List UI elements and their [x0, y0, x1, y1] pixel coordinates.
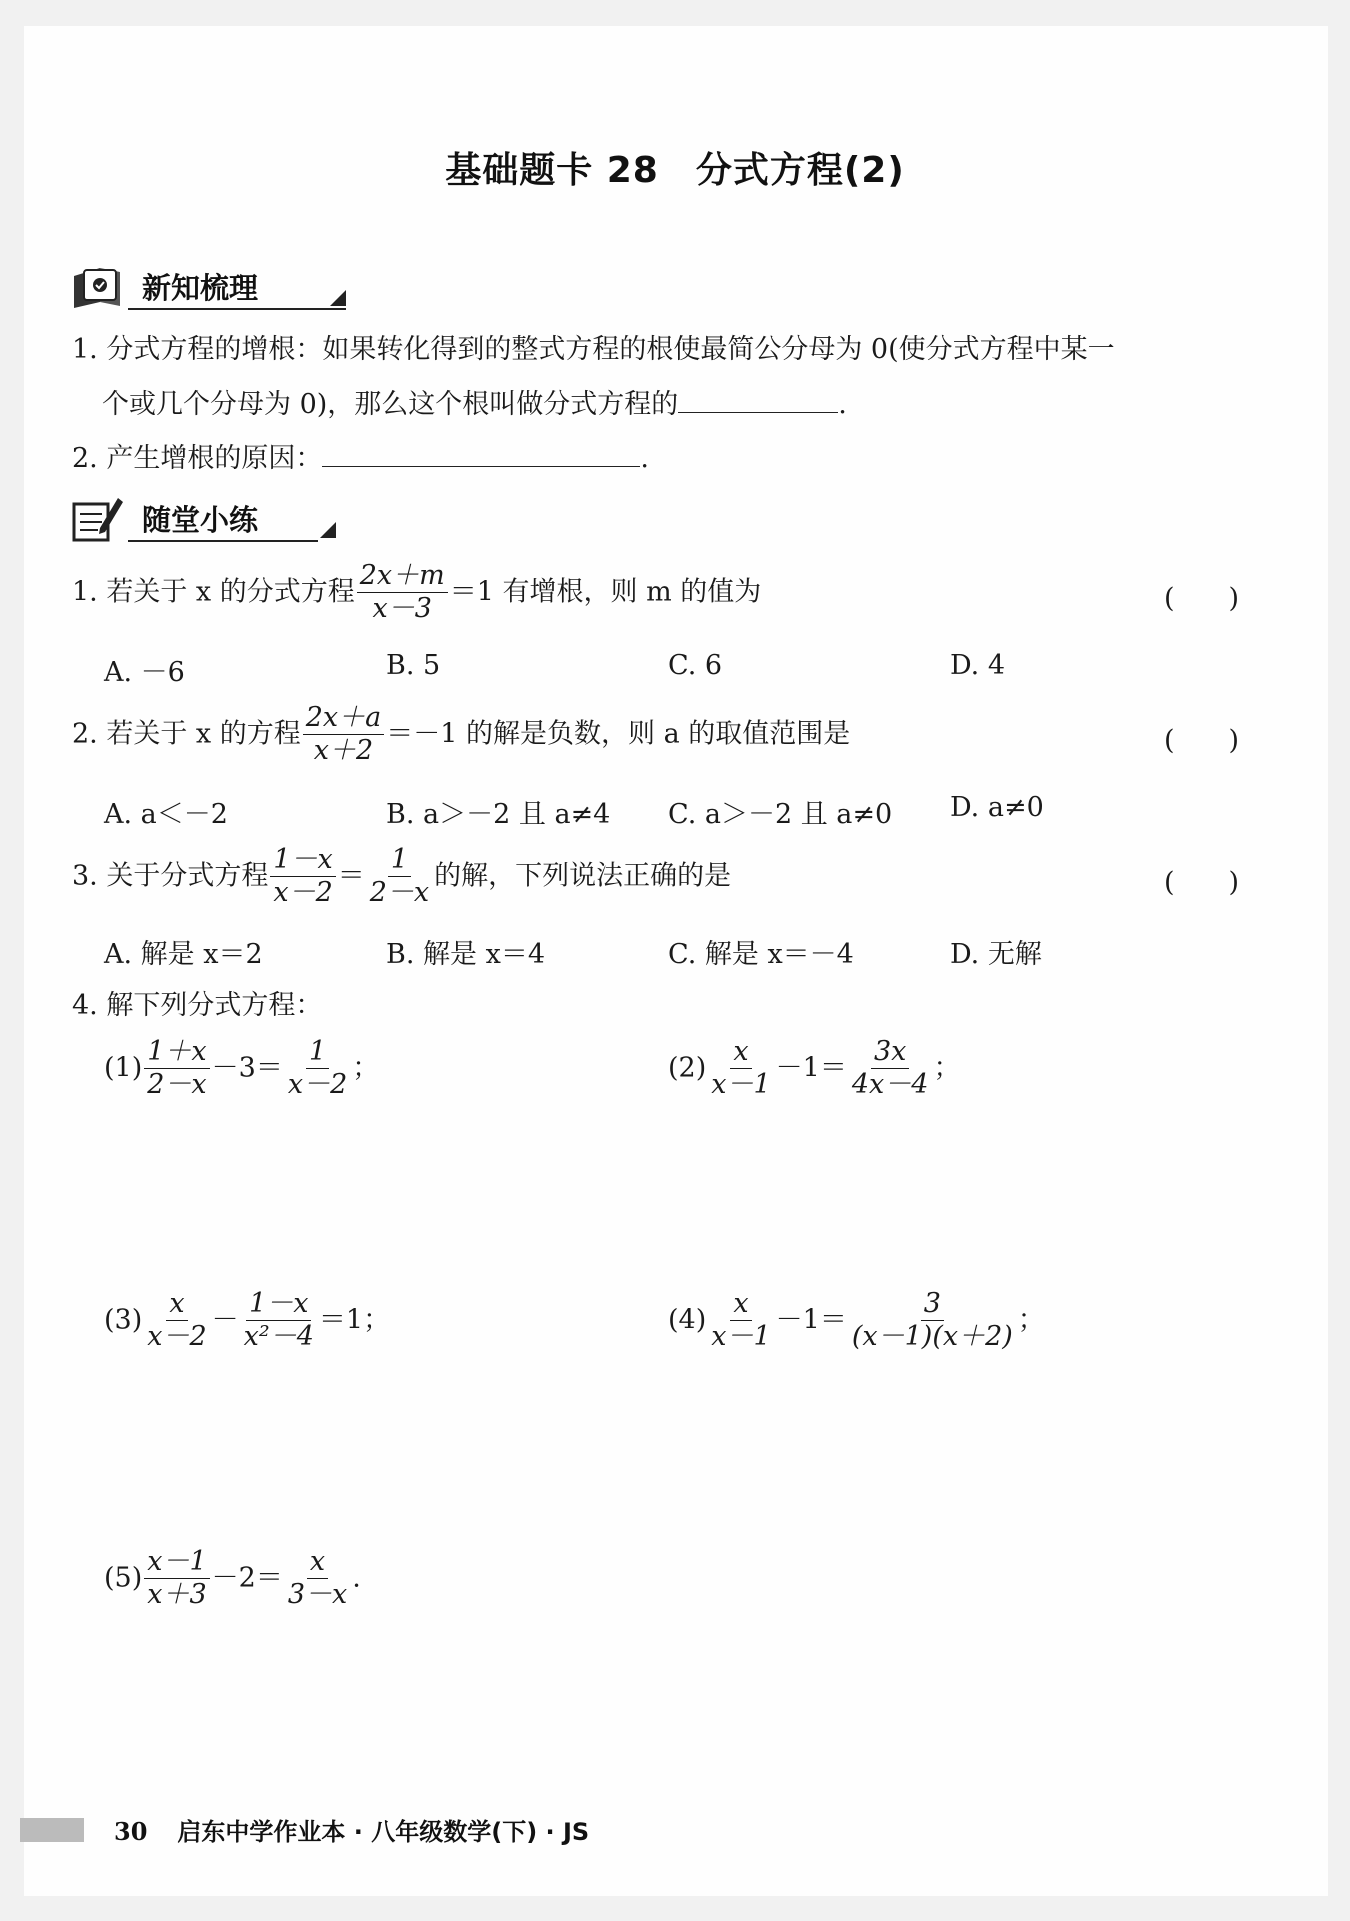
fraction-denominator: x－2 — [147, 1321, 207, 1353]
footer-gray-bar — [20, 1818, 84, 1842]
page-number: 30 — [114, 1817, 148, 1846]
equation-label: (1) — [104, 1052, 143, 1084]
fraction — [849, 1038, 932, 1100]
fraction-numerator: 2x＋a — [303, 704, 385, 735]
option-b[interactable]: B. 5 — [386, 650, 441, 681]
period: . — [640, 443, 649, 474]
equation-end: ； — [1017, 1304, 1045, 1336]
fraction-numerator: 1 — [388, 846, 411, 877]
equals-sign: ＝ — [337, 860, 365, 892]
fraction-denominator: x－1 — [711, 1321, 771, 1353]
equation-1 — [104, 1038, 379, 1100]
fraction-denominator: x－1 — [711, 1069, 771, 1101]
fraction-denominator: x＋2 — [313, 735, 374, 767]
equation-middle: －3＝ — [211, 1052, 283, 1084]
equation-middle: － — [211, 1304, 239, 1336]
fraction — [270, 846, 335, 908]
equation-end: ＝1； — [318, 1304, 391, 1336]
fraction — [303, 704, 385, 766]
fraction — [708, 1038, 773, 1100]
knowledge-item-2-text: 2. 产生增根的原因： — [72, 443, 323, 474]
heading-corner-triangle — [320, 522, 336, 538]
equation-middle: －2＝ — [211, 1562, 283, 1594]
fraction — [241, 1290, 317, 1352]
fraction — [285, 1548, 350, 1610]
fraction-denominator: x－3 — [372, 593, 432, 625]
fraction-numerator: 3 — [921, 1290, 944, 1321]
equation-5 — [104, 1548, 361, 1610]
book-check-icon — [70, 262, 124, 310]
heading-corner-triangle — [330, 290, 346, 306]
notebook-pen-icon — [70, 494, 124, 542]
equation-3 — [104, 1290, 390, 1352]
fraction — [144, 1038, 209, 1100]
fraction-numerator: x－1 — [144, 1548, 209, 1579]
answer-blank-2[interactable] — [322, 436, 640, 467]
fraction-denominator: x－2 — [273, 877, 333, 909]
knowledge-item-1-line1: 1. 分式方程的增根：如果转化得到的整式方程的根使最简公分母为 0(使分式方程中某一 — [72, 334, 1115, 365]
option-c[interactable]: C. 解是 x＝－4 — [668, 939, 854, 970]
option-b[interactable]: B. 解是 x＝4 — [386, 939, 545, 970]
fraction-denominator: x－2 — [287, 1069, 348, 1101]
fraction-denominator: 2－x — [369, 877, 430, 909]
option-d[interactable]: D. 无解 — [950, 939, 1042, 970]
option-d[interactable]: D. 4 — [950, 650, 1006, 681]
option-d[interactable]: D. a≠0 — [950, 792, 1044, 823]
answer-parentheses[interactable]: ( ) — [1164, 867, 1240, 898]
fraction — [144, 1290, 209, 1352]
question-2-prefix: 2. 若关于 x 的方程 — [72, 718, 301, 750]
equation-label: (4) — [668, 1304, 707, 1336]
answer-parentheses[interactable]: ( ) — [1164, 583, 1240, 614]
fraction-numerator: x — [307, 1548, 328, 1579]
fraction-denominator: x²－4 — [243, 1321, 314, 1353]
question-3 — [72, 846, 731, 908]
answer-parentheses[interactable]: ( ) — [1164, 725, 1240, 756]
option-a[interactable]: A. 解是 x＝2 — [104, 939, 263, 970]
question-1 — [72, 562, 761, 624]
fraction-denominator: 3－x — [287, 1579, 348, 1611]
option-b[interactable]: B. a＞－2 且 a≠4 — [386, 799, 611, 830]
question-3-prefix: 3. 关于分式方程 — [72, 860, 269, 892]
question-1-prefix: 1. 若关于 x 的分式方程 — [72, 576, 355, 608]
heading-underline — [128, 308, 346, 310]
fraction-numerator: 1 — [306, 1038, 329, 1069]
equation-label: (3) — [104, 1304, 143, 1336]
answer-blank-1[interactable] — [678, 382, 838, 413]
section-heading-label: 新知梳理 — [142, 271, 259, 305]
question-1-suffix: ＝1 有增根，则 m 的值为 — [449, 576, 762, 608]
equation-middle: －1＝ — [775, 1052, 847, 1084]
fraction-numerator: 1＋x — [144, 1038, 209, 1069]
fraction-denominator: 4x－4 — [851, 1069, 929, 1101]
fraction-numerator: x — [730, 1038, 751, 1069]
question-2 — [72, 704, 850, 766]
book-title: 启东中学作业本 · 八年级数学(下) · JS — [177, 1818, 590, 1846]
fraction — [708, 1290, 773, 1352]
equation-label: (2) — [668, 1052, 707, 1084]
period: . — [838, 389, 847, 420]
question-3-suffix: 的解，下列说法正确的是 — [434, 860, 732, 892]
question-2-suffix: ＝－1 的解是负数，则 a 的取值范围是 — [386, 718, 851, 750]
fraction — [849, 1290, 1016, 1352]
fraction-numerator: 3x — [871, 1038, 909, 1069]
equation-4 — [668, 1290, 1045, 1352]
page-footer — [114, 1812, 589, 1847]
equation-end: ； — [352, 1052, 380, 1084]
knowledge-item-1-line2 — [102, 382, 847, 425]
option-a[interactable]: A. a＜－2 — [104, 799, 228, 830]
question-4: 4. 解下列分式方程： — [72, 990, 323, 1021]
equation-2 — [668, 1038, 960, 1100]
fraction-numerator: 1－x — [270, 846, 335, 877]
fraction-numerator: 2x＋m — [357, 562, 448, 593]
page-title: 基础题卡 28 分式方程(2) — [445, 150, 905, 191]
fraction-denominator: (x－1)(x＋2) — [851, 1321, 1013, 1353]
equation-end: . — [352, 1562, 361, 1594]
fraction-numerator: 1－x — [246, 1290, 311, 1321]
option-c[interactable]: C. a＞－2 且 a≠0 — [668, 799, 893, 830]
fraction-numerator: x — [166, 1290, 187, 1321]
equation-middle: －1＝ — [775, 1304, 847, 1336]
option-c[interactable]: C. 6 — [668, 650, 723, 681]
section-heading-label: 随堂小练 — [142, 503, 259, 537]
knowledge-item-1-text: 个或几个分母为 0)，那么这个根叫做分式方程的 — [102, 389, 679, 420]
fraction — [367, 846, 432, 908]
option-a[interactable]: A. －6 — [104, 657, 185, 688]
heading-underline — [128, 540, 318, 542]
fraction — [285, 1038, 350, 1100]
equation-label: (5) — [104, 1562, 143, 1594]
fraction — [144, 1548, 209, 1610]
fraction-numerator: x — [730, 1290, 751, 1321]
equation-end: ； — [933, 1052, 961, 1084]
fraction-denominator: 2－x — [147, 1069, 207, 1101]
section-heading-new-knowledge — [70, 262, 350, 314]
knowledge-item-2 — [72, 436, 649, 479]
fraction-denominator: x＋3 — [147, 1579, 207, 1611]
section-heading-practice — [70, 494, 350, 546]
fraction — [357, 562, 448, 624]
